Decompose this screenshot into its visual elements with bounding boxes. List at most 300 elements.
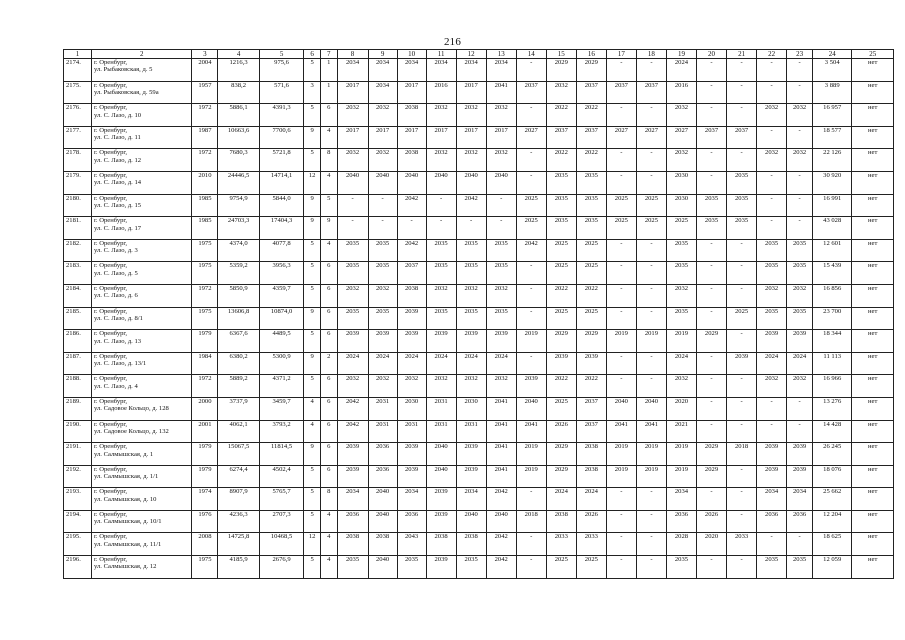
data-cell: 2032 [426,104,456,127]
data-cell: 6367,6 [218,330,259,353]
data-cell: - [727,59,757,82]
data-cell: - [337,217,368,240]
data-cell: 2024 [546,488,576,511]
data-cell: 2029 [697,330,727,353]
data-cell: 5 [304,556,321,579]
data-cell: 4 [320,533,337,556]
data-cell: - [727,510,757,533]
data-cell: 2032 [397,375,426,398]
data-cell: 2035 [397,556,426,579]
table-row [64,397,894,420]
data-cell: 7680,3 [218,149,259,172]
data-cell: 2040 [426,465,456,488]
column-number-cell: 17 [606,50,636,59]
data-cell: 2035 [546,194,576,217]
data-cell: - [697,59,727,82]
data-cell: - [516,149,546,172]
data-cell: 2025 [516,194,546,217]
data-cell: - [757,194,787,217]
data-cell: нет [852,171,894,194]
data-cell: 2034 [486,59,516,82]
data-cell: 2025 [546,239,576,262]
data-cell: 2031 [397,420,426,443]
address-cell [91,533,192,556]
data-cell: 1975 [192,307,218,330]
data-cell: 2027 [516,126,546,149]
data-cell: - [697,352,727,375]
data-cell: 2035 [666,262,696,285]
data-cell: 6 [320,420,337,443]
data-cell: - [606,488,636,511]
data-cell: 4371,2 [259,375,304,398]
data-cell: - [606,149,636,172]
data-cell: 2034 [337,488,368,511]
row-number-cell: 2182. [64,239,92,262]
data-cell: 2017 [486,126,516,149]
data-cell: 2017 [456,126,486,149]
data-cell: - [757,59,787,82]
data-cell: 1974 [192,488,218,511]
data-cell: 1975 [192,239,218,262]
data-cell: 2025 [546,262,576,285]
data-cell: - [787,59,813,82]
data-cell: 2039 [456,443,486,466]
data-cell: - [516,307,546,330]
data-cell: 6380,2 [218,352,259,375]
data-cell: 2024 [576,488,606,511]
data-cell: 9 [304,126,321,149]
data-cell: 2024 [666,59,696,82]
data-cell: 2021 [666,420,696,443]
data-cell: - [636,59,666,82]
table-row [64,262,894,285]
address-city: г. Оренбург, [93,284,128,292]
table-row [64,375,894,398]
data-cell: 11 113 [813,352,852,375]
data-cell: - [697,375,727,398]
address-city: г. Оренбург, [93,465,128,473]
data-cell: - [787,81,813,104]
data-cell: 4185,9 [218,556,259,579]
data-cell: 571,6 [259,81,304,104]
data-cell: - [426,217,456,240]
data-cell: 5359,2 [218,262,259,285]
address-street: ул. Салмышская, д. 10/1 [93,518,162,526]
data-cell: 16 957 [813,104,852,127]
data-cell: 7700,6 [259,126,304,149]
data-cell: 2030 [456,397,486,420]
data-cell: 2032 [787,149,813,172]
data-cell: 1972 [192,104,218,127]
data-cell: 10874,0 [259,307,304,330]
data-cell: - [787,217,813,240]
data-cell: 4 [320,510,337,533]
data-cell: 2025 [516,217,546,240]
data-cell: 5 [304,104,321,127]
data-cell: 2035 [486,307,516,330]
data-cell: 2017 [397,126,426,149]
data-cell: 2022 [576,375,606,398]
column-number-cell: 13 [486,50,516,59]
data-cell: - [727,488,757,511]
data-cell: 2022 [546,375,576,398]
data-cell: - [697,239,727,262]
column-number-cell: 2 [91,50,192,59]
data-cell: 2029 [546,59,576,82]
data-cell: 12 204 [813,510,852,533]
data-cell: 2029 [576,59,606,82]
data-cell: - [636,284,666,307]
data-cell: 3 504 [813,59,852,82]
data-cell: 5300,9 [259,352,304,375]
address-cell [91,330,192,353]
data-cell: - [727,262,757,285]
data-cell: 2039 [397,330,426,353]
data-cell: 12 [304,533,321,556]
address-cell [91,194,192,217]
data-cell: 2019 [636,330,666,353]
data-cell: - [636,307,666,330]
data-cell: 2039 [426,330,456,353]
data-cell: 5850,9 [218,284,259,307]
address-cell [91,81,192,104]
data-cell: 2032 [757,375,787,398]
data-cell: 2039 [757,443,787,466]
data-cell: 4359,7 [259,284,304,307]
address-cell [91,307,192,330]
data-cell: 4502,4 [259,465,304,488]
column-number-cell: 12 [456,50,486,59]
data-cell: 24703,3 [218,217,259,240]
data-cell: - [787,420,813,443]
data-cell: 2042 [397,239,426,262]
table-row [64,443,894,466]
data-cell: 2037 [576,397,606,420]
data-cell: 2035 [697,217,727,240]
data-cell: 2032 [337,149,368,172]
data-cell: 2031 [368,397,397,420]
data-cell: 1972 [192,375,218,398]
data-cell: нет [852,397,894,420]
data-cell: - [636,556,666,579]
row-number-cell: 2195. [64,533,92,556]
data-cell: 2039 [426,510,456,533]
data-cell: 9 [304,307,321,330]
data-cell: - [636,510,666,533]
data-cell: 8 [320,149,337,172]
address-city: г. Оренбург, [93,104,128,112]
data-cell: 2041 [486,420,516,443]
data-cell: 2032 [368,375,397,398]
data-cell: 2019 [516,330,546,353]
data-cell: 2035 [486,262,516,285]
data-cell: нет [852,307,894,330]
data-cell: 2017 [426,126,456,149]
data-cell: 5 [304,262,321,285]
data-cell: 2026 [576,510,606,533]
data-cell: 5 [304,510,321,533]
data-cell: 3956,3 [259,262,304,285]
data-cell: 2039 [397,307,426,330]
address-city: г. Оренбург, [93,81,128,89]
column-number-cell: 3 [192,50,218,59]
data-cell: 2039 [787,330,813,353]
data-cell: 2040 [456,171,486,194]
data-cell: 22 126 [813,149,852,172]
data-cell: - [727,284,757,307]
column-number-cell: 11 [426,50,456,59]
data-cell: - [397,217,426,240]
data-cell: 2022 [546,149,576,172]
data-cell: - [727,420,757,443]
data-cell: 2019 [636,465,666,488]
data-cell: 2024 [757,352,787,375]
data-cell: - [636,488,666,511]
data-cell: 2019 [516,465,546,488]
table-row [64,149,894,172]
data-cell: 2032 [337,375,368,398]
data-cell: 18 577 [813,126,852,149]
data-cell: 2032 [486,149,516,172]
data-cell: 17404,3 [259,217,304,240]
address-city: г. Оренбург, [93,171,128,179]
column-number-cell: 8 [337,50,368,59]
data-cell: 2019 [606,443,636,466]
address-city: г. Оренбург, [93,217,128,225]
data-cell: 2032 [368,284,397,307]
data-cell: 2024 [456,352,486,375]
data-cell: 2040 [516,397,546,420]
data-cell: 2035 [486,239,516,262]
data-cell: 2025 [606,217,636,240]
data-cell: 2032 [486,375,516,398]
data-cell: 2032 [486,104,516,127]
data-cell: нет [852,510,894,533]
table-row [64,239,894,262]
column-number-cell: 24 [813,50,852,59]
data-cell: - [606,284,636,307]
data-cell: - [697,284,727,307]
data-cell: 2029 [697,465,727,488]
data-cell: 2042 [486,488,516,511]
data-cell: нет [852,420,894,443]
row-number-cell: 2187. [64,352,92,375]
data-cell: 2039 [757,465,787,488]
data-cell: - [606,510,636,533]
address-city: г. Оренбург, [93,510,128,518]
data-cell: 2024 [666,352,696,375]
data-cell: 2040 [426,171,456,194]
data-cell: 15067,5 [218,443,259,466]
data-cell: 2035 [757,262,787,285]
data-cell: - [757,171,787,194]
table-header [64,50,894,59]
data-cell: 4 [304,420,321,443]
address-city: г. Оренбург, [93,239,128,247]
data-cell: 2035 [368,307,397,330]
data-cell: 2025 [576,556,606,579]
row-number-cell: 2184. [64,284,92,307]
data-cell: нет [852,556,894,579]
table-row [64,488,894,511]
data-cell: 1957 [192,81,218,104]
row-number-cell: 2189. [64,397,92,420]
data-cell: 2032 [337,284,368,307]
data-cell: 2037 [606,81,636,104]
table-row [64,465,894,488]
data-cell: 2036 [397,510,426,533]
data-cell: 2035 [727,194,757,217]
data-cell: 2035 [787,262,813,285]
data-cell: 4489,5 [259,330,304,353]
data-cell: 2035 [426,307,456,330]
address-city: г. Оренбург, [93,194,128,202]
data-cell: - [697,556,727,579]
address-city: г. Оренбург, [93,126,128,134]
row-number-cell: 2186. [64,330,92,353]
data-cell: 2039 [368,330,397,353]
data-cell: 2032 [368,149,397,172]
data-cell: 2029 [546,330,576,353]
address-city: г. Оренбург, [93,533,128,541]
data-cell: нет [852,104,894,127]
data-cell: 2024 [426,352,456,375]
data-cell: 2038 [397,149,426,172]
data-cell: нет [852,81,894,104]
data-cell: 2030 [397,397,426,420]
data-cell: 2042 [337,420,368,443]
data-cell: 10468,5 [259,533,304,556]
data-cell: 4062,1 [218,420,259,443]
data-cell: 18 076 [813,465,852,488]
address-city: г. Оренбург, [93,397,128,405]
data-cell: 2033 [727,533,757,556]
data-cell: 3 889 [813,81,852,104]
data-cell: 2016 [666,81,696,104]
data-cell: 2026 [546,420,576,443]
data-cell: 2034 [456,488,486,511]
data-cell: 14 428 [813,420,852,443]
data-cell: 2027 [606,126,636,149]
data-cell: 2038 [546,510,576,533]
column-number-cell: 4 [218,50,259,59]
data-cell: - [636,239,666,262]
data-cell: 2037 [546,126,576,149]
table-row [64,59,894,82]
data-cell: 2018 [727,443,757,466]
table-row [64,126,894,149]
data-cell: 1979 [192,443,218,466]
data-cell: 6 [320,443,337,466]
data-cell: 2035 [757,307,787,330]
data-cell: 12 059 [813,556,852,579]
data-cell: 1975 [192,556,218,579]
address-street: ул. Рыбаковская, д. 5 [93,66,153,74]
column-number-cell: 25 [852,50,894,59]
data-cell: 2032 [456,149,486,172]
address-street: ул. С. Лазо, д. 3 [93,247,138,255]
data-cell: 1 [320,81,337,104]
data-cell: - [337,194,368,217]
data-cell: 2676,9 [259,556,304,579]
data-cell: 2032 [787,104,813,127]
data-cell: 2040 [337,171,368,194]
column-number-cell: 21 [727,50,757,59]
data-cell: 2037 [516,81,546,104]
data-cell: - [606,556,636,579]
data-cell: - [787,194,813,217]
data-cell: - [636,171,666,194]
row-number-cell: 2178. [64,149,92,172]
data-cell: 9754,9 [218,194,259,217]
address-city: г. Оренбург, [93,420,128,428]
data-cell: 2034 [368,59,397,82]
data-cell: 1985 [192,217,218,240]
data-cell: 2025 [606,194,636,217]
data-cell: - [727,465,757,488]
data-cell: 2038 [456,533,486,556]
row-number-cell: 2188. [64,375,92,398]
data-cell: 2031 [426,420,456,443]
data-cell: - [606,171,636,194]
data-cell: 5 [304,59,321,82]
data-cell: 12 601 [813,239,852,262]
table-row [64,420,894,443]
data-cell: 13606,8 [218,307,259,330]
data-cell: 2035 [576,194,606,217]
address-street: ул. Рыбаковская, д. 59а [93,89,159,96]
data-cell: - [757,217,787,240]
data-cell: - [516,262,546,285]
data-cell: 2022 [576,284,606,307]
address-cell [91,126,192,149]
row-number-cell: 2181. [64,217,92,240]
row-number-cell: 2176. [64,104,92,127]
row-number-cell: 2192. [64,465,92,488]
address-street: ул. С. Лазо, д. 13 [93,337,142,345]
data-cell: 2030 [666,194,696,217]
data-cell: - [516,284,546,307]
data-cell: 2017 [456,81,486,104]
data-cell: - [606,104,636,127]
data-cell: 2032 [546,81,576,104]
data-cell: 2036 [757,510,787,533]
address-street: ул. С. Лазо, д. 14 [93,179,142,187]
row-number-cell: 2177. [64,126,92,149]
row-number-cell: 2194. [64,510,92,533]
data-cell: 2032 [456,284,486,307]
data-cell: 2035 [337,262,368,285]
data-cell: 6 [320,397,337,420]
data-cell: - [636,149,666,172]
address-street: ул. Садовое Кольцо, д. 128 [93,405,169,413]
address-cell [91,420,192,443]
data-cell: - [516,488,546,511]
data-cell: 16 966 [813,375,852,398]
data-cell: 2040 [397,171,426,194]
data-cell: 2025 [636,194,666,217]
address-cell [91,149,192,172]
address-cell [91,510,192,533]
data-cell: 2035 [426,239,456,262]
data-cell: 2037 [576,126,606,149]
data-cell: 2039 [337,443,368,466]
data-cell: 10663,6 [218,126,259,149]
data-cell: 2035 [546,217,576,240]
data-cell: 2707,3 [259,510,304,533]
data-cell: 2038 [397,284,426,307]
data-cell: 2038 [397,104,426,127]
